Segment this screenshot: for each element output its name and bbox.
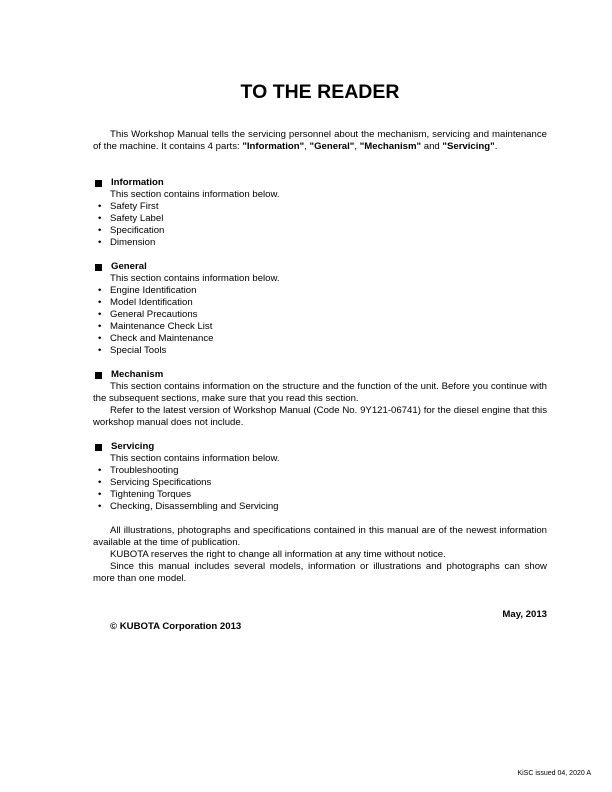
intro-paragraph	[93, 129, 547, 153]
bullet-icon: •	[98, 225, 102, 236]
list-item	[93, 297, 547, 309]
intro-part-general: "General"	[309, 141, 355, 152]
list-item-text: Model Identification	[110, 297, 193, 308]
bullet-icon: •	[98, 477, 102, 488]
list-item-text: Engine Identification	[110, 285, 197, 296]
list-item	[93, 213, 547, 225]
section-title-text: Information	[111, 177, 164, 188]
list-item-text: Safety Label	[110, 213, 164, 224]
bullet-icon: •	[98, 213, 102, 224]
section-servicing	[93, 441, 547, 513]
section-information	[93, 177, 547, 249]
bullet-icon: •	[98, 201, 102, 212]
section-paragraph: This section contains information on the structure and the function of the unit. Before you continue with the subsequent sections, make sure that you read this section.	[93, 381, 547, 404]
section-mechanism	[93, 369, 547, 429]
section-list	[93, 285, 547, 357]
list-item-text: Servicing Specifications	[110, 477, 212, 488]
list-item	[93, 309, 547, 321]
intro-part-mechanism: "Mechanism"	[359, 141, 422, 152]
intro-part-servicing: "Servicing"	[442, 141, 495, 152]
section-title-text: Mechanism	[111, 369, 164, 380]
bullet-icon: •	[98, 237, 102, 248]
square-bullet-icon	[95, 444, 102, 451]
section-description: This section contains information below.	[110, 273, 280, 284]
bullet-icon: •	[98, 297, 102, 308]
list-item-text: Troubleshooting	[110, 465, 179, 476]
list-item-text: Check and Maintenance	[110, 333, 214, 344]
note-paragraph: Since this manual includes several models, information or illustrations and photographs can show more than one model.	[93, 561, 547, 584]
section-paragraph: Refer to the latest version of Workshop Manual (Code No. 9Y121-06741) for the diesel engine that this workshop manual does not include.	[93, 405, 547, 428]
note-paragraph: All illustrations, photographs and specifications contained in this manual are of the newest information available at the time of publication.	[93, 525, 547, 548]
list-item-text: Checking, Disassembling and Servicing	[110, 501, 279, 512]
square-bullet-icon	[95, 180, 102, 187]
section-list	[93, 465, 547, 513]
copyright-notice: © KUBOTA Corporation 2013	[110, 621, 242, 632]
intro-separator: and	[421, 141, 443, 152]
bullet-icon: •	[98, 465, 102, 476]
intro-separator: ,	[354, 141, 360, 152]
issue-footer: KiSC issued 04, 2020 A	[517, 770, 591, 777]
publication-date: May, 2013	[502, 609, 547, 620]
list-item	[93, 237, 547, 249]
section-title	[93, 441, 547, 453]
bullet-icon: •	[98, 285, 102, 296]
section-list	[93, 201, 547, 249]
list-item-text: Specification	[110, 225, 165, 236]
intro-separator: ,	[304, 141, 310, 152]
section-general	[93, 261, 547, 357]
square-bullet-icon	[95, 372, 102, 379]
list-item-text: Maintenance Check List	[110, 321, 213, 332]
bullet-icon: •	[98, 309, 102, 320]
list-item	[93, 333, 547, 345]
list-item	[93, 321, 547, 333]
list-item-text: Safety First	[110, 201, 159, 212]
section-title-text: General	[111, 261, 147, 272]
page-title: TO THE READER	[240, 81, 400, 103]
intro-period: .	[494, 141, 498, 152]
list-item	[93, 501, 547, 513]
list-item-text: Dimension	[110, 237, 156, 248]
notes-block	[93, 525, 547, 585]
list-item	[93, 489, 547, 501]
list-item	[93, 477, 547, 489]
list-item	[93, 285, 547, 297]
list-item	[93, 225, 547, 237]
note-paragraph: KUBOTA reserves the right to change all information at any time without notice.	[110, 549, 446, 560]
list-item	[93, 345, 547, 357]
list-item-text: General Precautions	[110, 309, 198, 320]
section-title	[93, 369, 547, 381]
section-title	[93, 177, 547, 189]
intro-text: This Workshop Manual tells the servicing personnel about the mechanism, servicing and maintenance of the machine. It contains 4 parts:	[93, 129, 547, 152]
bullet-icon: •	[98, 501, 102, 512]
intro-part-information: "Information"	[242, 141, 305, 152]
section-title-text: Servicing	[111, 441, 155, 452]
list-item-text: Special Tools	[110, 345, 167, 356]
list-item-text: Tightening Torques	[110, 489, 192, 500]
bullet-icon: •	[98, 345, 102, 356]
square-bullet-icon	[95, 264, 102, 271]
list-item	[93, 465, 547, 477]
bullet-icon: •	[98, 321, 102, 332]
section-title	[93, 261, 547, 273]
bullet-icon: •	[98, 333, 102, 344]
bullet-icon: •	[98, 489, 102, 500]
section-description: This section contains information below.	[110, 189, 280, 200]
list-item	[93, 201, 547, 213]
section-description: This section contains information below.	[110, 453, 280, 464]
